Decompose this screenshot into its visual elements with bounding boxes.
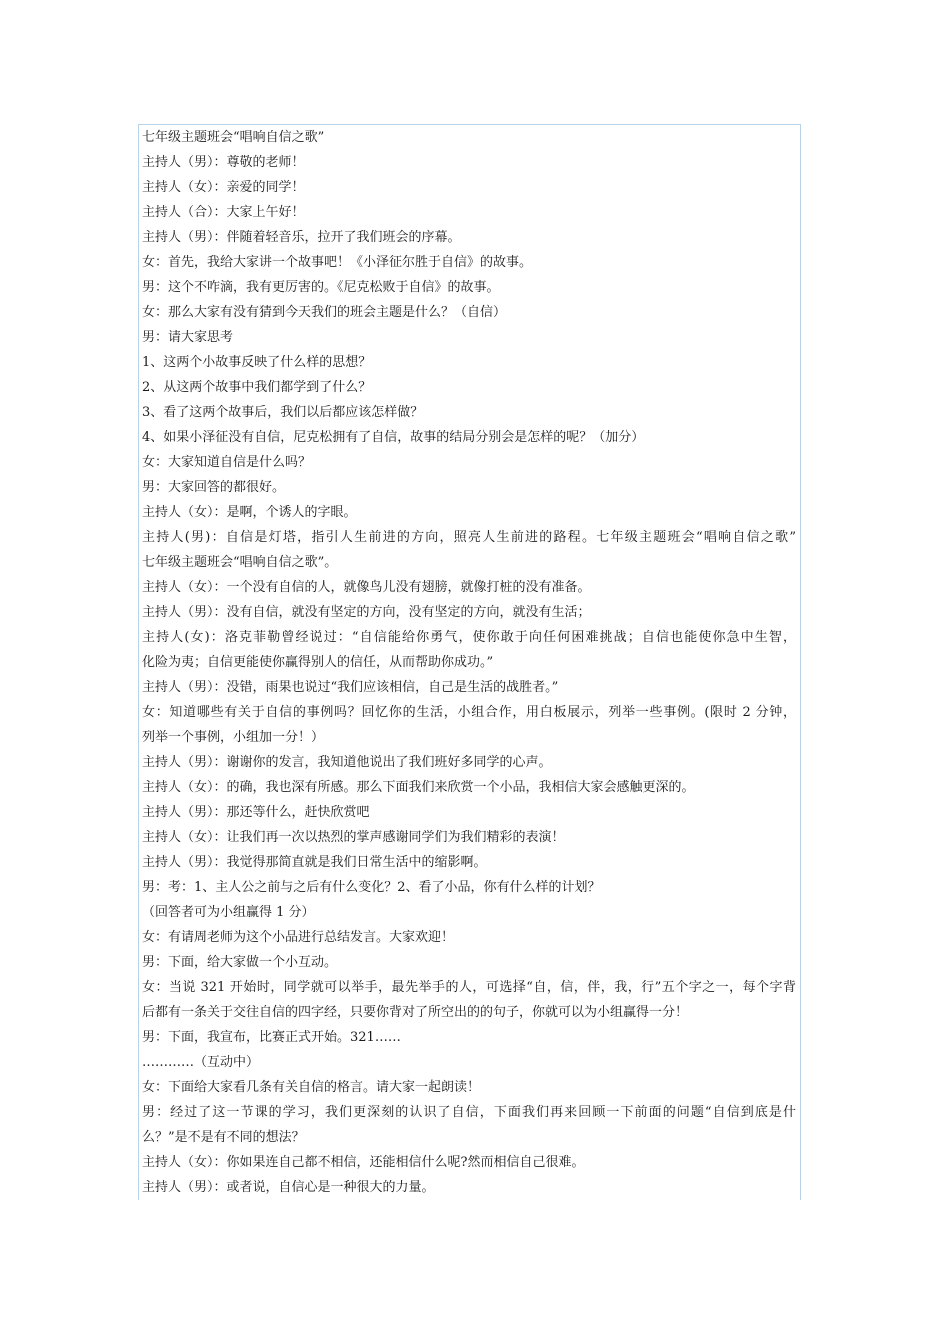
- doc-line: 主持人（男）：或者说，自信心是一种很大的力量。: [142, 1180, 435, 1195]
- doc-line: 主持人(男)：自信是灯塔，指引人生前进的方向，照亮人生前进的路程。七年级主题班会“唱响自信之歌”: [142, 530, 796, 545]
- doc-line: 女：大家知道自信是什么吗？: [142, 455, 312, 470]
- doc-line: 女：那么大家有没有猜到今天我们的班会主题是什么？（自信）: [142, 305, 507, 320]
- doc-line: 2、从这两个故事中我们都学到了什么？: [142, 380, 372, 395]
- doc-line: 主持人（男）：没有自信，就没有坚定的方向，没有坚定的方向，就没有生活；: [142, 605, 591, 620]
- doc-line: 男：下面，给大家做一个小互动。: [142, 955, 338, 970]
- doc-line: 男：大家回答的都很好。: [142, 480, 286, 495]
- doc-line: 男：经过了这一节课的学习，我们更深刻的认识了自信，下面我们再来回顾一下前面的问题“自信到底是什: [142, 1105, 796, 1120]
- doc-line: 化险为夷；自信更能使你赢得别人的信任，从而帮助你成功。”: [142, 655, 494, 670]
- doc-line: 主持人（合）：大家上午好！: [142, 205, 305, 220]
- doc-line: 女：下面给大家看几条有关自信的格言。请大家一起朗读！: [142, 1080, 481, 1095]
- doc-line: 3、看了这两个故事后，我们以后都应该怎样做？: [142, 405, 424, 420]
- doc-line: 主持人（女）：一个没有自信的人，就像鸟儿没有翅膀，就像打桩的没有准备。: [142, 580, 591, 595]
- doc-line: 主持人（男）：那还等什么，赶快欣赏吧: [142, 805, 370, 820]
- doc-line: 主持人（女）：让我们再一次以热烈的掌声感谢同学们为我们精彩的表演！: [142, 830, 565, 845]
- doc-line: 主持人（男）：没错，雨果也说过“我们应该相信，自己是生活的战胜者。”: [142, 680, 559, 695]
- document-frame: [138, 124, 801, 1200]
- doc-line: 女：首先，我给大家讲一个故事吧！《小泽征尔胜于自信》的故事。: [142, 255, 533, 270]
- doc-line: 男：考：1、主人公之前与之后有什么变化？2、看了小品，你有什么样的计划？: [142, 880, 601, 895]
- doc-line: 列举一个事例，小组加一分！）: [142, 730, 325, 745]
- doc-line: 1、这两个小故事反映了什么样的思想？: [142, 355, 372, 370]
- doc-line: 女：当说 321 开始时，同学就可以举手，最先举手的人，可选择“自，信，伴，我，行”五个字之一，每个字背: [142, 980, 796, 995]
- doc-line: 4、如果小泽征没有自信，尼克松拥有了自信，故事的结局分别会是怎样的呢？（加分）: [142, 430, 645, 445]
- doc-line: 女：有请周老师为这个小品进行总结发言。大家欢迎！: [142, 930, 455, 945]
- doc-line: （回答者可为小组赢得 1 分）: [142, 905, 315, 920]
- doc-title: 七年级主题班会“唱响自信之歌”: [142, 130, 325, 145]
- doc-line: 男：下面，我宣布，比赛正式开始。321……: [142, 1030, 401, 1045]
- doc-line: 主持人（男）：谢谢你的发言，我知道他说出了我们班好多同学的心声。: [142, 755, 552, 770]
- doc-line: …………（互动中）: [142, 1055, 260, 1070]
- doc-line: 女：知道哪些有关于自信的事例吗？回忆你的生活，小组合作，用白板展示，列举一些事例。(限时 2 分钟，: [142, 705, 796, 720]
- doc-line: 主持人（男）：尊敬的老师！: [142, 155, 305, 170]
- doc-line: 主持人（男）：我觉得那简直就是我们日常生活中的缩影啊。: [142, 855, 487, 870]
- doc-line: 后都有一条关于交往自信的四字经，只要你背对了所空出的的句子，你就可以为小组赢得一分！: [142, 1005, 689, 1020]
- doc-line: 主持人（女）：的确，我也深有所感。那么下面我们来欣赏一个小品，我相信大家会感触更深的。: [142, 780, 695, 795]
- doc-line: 么？”是不是有不同的想法？: [142, 1130, 305, 1145]
- doc-line: 男：这个不咋滴，我有更厉害的。《尼克松败于自信》的故事。: [142, 280, 500, 295]
- doc-line: 主持人（女）：你如果连自己都不相信，还能相信什么呢?然而相信自己很难。: [142, 1155, 585, 1170]
- doc-line: 七年级主题班会“唱响自信之歌”。: [142, 555, 338, 570]
- doc-line: 男：请大家思考: [142, 330, 234, 345]
- doc-line: 主持人（男）：伴随着轻音乐，拉开了我们班会的序幕。: [142, 230, 461, 245]
- doc-line: 主持人(女)：洛克菲勒曾经说过：“自信能给你勇气，使你敢于向任何困难挑战；自信也能使你急中生智，: [142, 630, 796, 645]
- doc-line: 主持人（女）：是啊，个诱人的字眼。: [142, 505, 357, 520]
- doc-line: 主持人（女）：亲爱的同学！: [142, 180, 305, 195]
